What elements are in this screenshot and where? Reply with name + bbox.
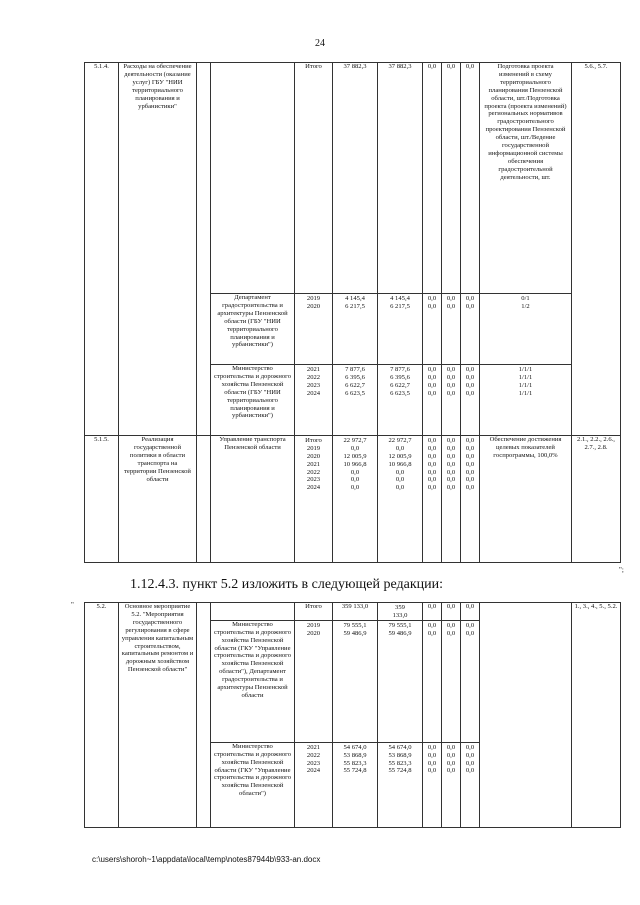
cell-line: 4 145,4 [390,295,410,302]
value-cell: 0,0 [423,603,442,621]
value-cell [423,365,442,436]
cell-line: 55 724,8 [388,767,412,775]
cell-line: 10 966,8 [388,460,412,468]
indicator-cell [480,603,572,828]
cell-line: 0,0 [465,389,475,397]
cell-line: 0,0 [350,484,360,492]
value-cell [442,294,461,365]
value-cell: 0,0 [461,63,480,294]
cell-line: 0,0 [465,373,475,381]
cell-line: 0,0 [395,476,405,484]
executor-cell: Департамент градостроительства и архитектуры Пензенской области (ГБУ "НИИ территориального планирования и урбанистики") [211,294,295,365]
links-cell: 5.6., 5.7. [572,63,621,436]
value-cell [333,742,378,827]
cell-line: 0,0 [395,444,405,452]
cell-line: 7 877,6 [345,366,365,373]
cell-line: 0,0 [446,444,456,452]
cell-line: 0,0 [465,381,475,389]
cell-line: 0,0 [465,621,475,629]
empty-cell [197,63,211,436]
cell-line: 0,0 [427,751,437,759]
value-cell [378,620,423,742]
cell-line: 0,0 [427,452,437,460]
value-cell [461,436,480,563]
year-cell [295,742,333,827]
cell-line: 6 623,5 [345,389,365,397]
cell-line: 2023 [306,381,321,389]
cell-line: 0,0 [446,389,456,397]
indicator-cell: Обеспечение достижения целевых показателей госпрограммы, 100,0% [480,436,572,563]
value-cell [423,436,442,563]
cell-line: 6 217,5 [390,302,410,310]
cell-line: 0,0 [427,621,437,629]
value-cell: 0,0 [423,63,442,294]
cell-line: 359 [395,604,405,611]
cell-line: 2023 [306,476,321,484]
cell-line: 0,0 [446,460,456,468]
page-number: 24 [315,38,325,49]
cell-line: 0,0 [427,295,437,302]
cell-line: 7 877,6 [390,366,410,373]
value-cell [378,742,423,827]
cell-line: 2024 [306,484,321,492]
links-cell: 1., 3., 4., 5., 5.2. [572,603,621,828]
cell-line: 1/1/1 [518,366,533,373]
measure-name: Реализация государственной политики в области транспорта на территории Пензенской области [119,436,197,563]
measure-name: Основное мероприятие 5.2. "Мероприятия государственного регулирования в сфере управления капитальным строительством, капитальным ремонтом и дорожным хозяйством Пензенской области" [119,603,197,828]
row-number: 5.2. [85,603,119,828]
cell-line: 79 555,1 [343,621,367,629]
cell-line: 2023 [306,759,321,767]
value-cell: 37 882,3 [378,63,423,294]
cell-line: 0,0 [446,629,456,637]
cell-line: 2020 [306,452,321,460]
cell-line: 53 868,9 [343,751,367,759]
cell-line: 1/1/1 [518,381,533,389]
cell-line: 0,0 [446,743,456,751]
cell-line: 2019 [306,295,321,302]
cell-line: 12 005,9 [343,452,367,460]
cell-line: 55 823,3 [343,759,367,767]
cell-line: 0,0 [465,751,475,759]
executor-cell: Министерство строительства и дорожного хозяйства Пензенской области (ГКУ "Управление строительства и дорожного хозяйства Пензенской области") [211,742,295,827]
year-cell [295,294,333,365]
value-cell [442,365,461,436]
value-cell: 0,0 [442,603,461,621]
cell-line: 1/1/1 [518,389,533,397]
cell-line: 0,0 [427,437,437,444]
value-cell [378,294,423,365]
table-row [85,63,621,294]
cell-line: 0,0 [427,468,437,476]
cell-line: 0,0 [465,302,475,310]
cell-line: 2020 [306,302,321,310]
cell-line: 55 724,8 [343,767,367,775]
cell-line: 0,0 [395,468,405,476]
cell-line: 0,0 [350,476,360,484]
cell-line: 1/1/1 [518,373,533,381]
cell-line: 79 555,1 [388,621,412,629]
value-cell [442,742,461,827]
cell-line: 10 966,8 [343,460,367,468]
cell-line: 0,0 [446,452,456,460]
value-cell [461,620,480,742]
cell-line: 2021 [306,460,321,468]
target-cell [480,294,572,365]
cell-line: 1/2 [521,302,530,310]
table-row [85,603,621,621]
cell-line: 0/1 [521,295,530,302]
cell-line: 0,0 [465,460,475,468]
cell-line: Итого [305,437,322,444]
cell-line: 6 395,6 [345,373,365,381]
empty-cell [197,603,211,828]
cell-line: 0,0 [446,468,456,476]
file-path-footer: c:\users\shoroh~1\appdata\local\temp\notes87944b\933-an.docx [92,855,321,864]
cell-line: 22 972,7 [388,437,412,444]
cell-line: 0,0 [446,381,456,389]
cell-line: 2020 [306,629,321,637]
executor-cell: Министерство строительства и дорожного хозяйства Пензенской области (ГБУ "НИИ территориального планирования и урбанистики") [211,365,295,436]
year-cell: Итого [295,63,333,294]
year-cell: Итого [295,603,333,621]
value-cell [461,365,480,436]
cell-line: 0,0 [427,629,437,637]
empty-cell [197,436,211,563]
value-cell [423,742,442,827]
cell-line: 0,0 [465,743,475,751]
cell-line: 0,0 [446,767,456,775]
cell-line: 2019 [306,621,321,629]
cell-line: 6 622,7 [345,381,365,389]
value-cell [378,365,423,436]
cell-line: 0,0 [446,373,456,381]
cell-line: 0,0 [465,295,475,302]
empty-cell [211,603,295,621]
cell-line: 0,0 [427,484,437,492]
cell-line: 6 622,7 [390,381,410,389]
cell-line: 0,0 [350,468,360,476]
cell-line: 0,0 [446,751,456,759]
value-cell [378,603,423,621]
cell-line: 0,0 [446,437,456,444]
cell-line: 0,0 [465,476,475,484]
cell-line: 6 217,5 [345,302,365,310]
cell-line: 6 395,6 [390,373,410,381]
target-cell [480,365,572,436]
cell-line: 0,0 [465,444,475,452]
cell-line: 54 674,0 [388,743,412,751]
indicator-cell: Подготовка проекта изменений в схему территориального планирования Пензенской области, шт./Подготовка проекта (проекта изменений) региональных нормативов градостроительного проектирования Пензенской области, шт./Ведение государственной информационной системы обеспечения градостроительной деятельности, шт. [480,63,572,294]
executor-cell: Управление транспорта Пензенской области [211,436,295,563]
row-number: 5.1.5. [85,436,119,563]
value-cell: 359 133,0 [333,603,378,621]
cell-line: 0,0 [427,743,437,751]
value-cell [333,365,378,436]
cell-line: 55 823,3 [388,759,412,767]
cell-line: 0,0 [427,389,437,397]
cell-line: 0,0 [465,484,475,492]
value-cell [423,620,442,742]
cell-line: 4 145,4 [345,295,365,302]
cell-line: 59 486,9 [388,629,412,637]
cell-line: 2021 [306,743,321,751]
cell-line: 2021 [306,366,321,373]
year-cell [295,365,333,436]
cell-line: 59 486,9 [343,629,367,637]
cell-line: 54 674,0 [343,743,367,751]
cell-line: 0,0 [446,621,456,629]
empty-cell [211,63,295,294]
cell-line: 0,0 [427,444,437,452]
cell-line: 0,0 [446,302,456,310]
cell-line: 0,0 [427,759,437,767]
cell-line: 2022 [306,468,321,476]
cell-line: 0,0 [395,484,405,492]
cell-line: 0,0 [465,366,475,373]
links-cell: 2.1., 2.2., 2.6., 2.7., 2.8. [572,436,621,563]
value-cell [333,620,378,742]
cell-line: 0,0 [427,373,437,381]
row-number: 5.1.4. [85,63,119,436]
cell-line: 0,0 [350,444,360,452]
cell-line: 0,0 [427,302,437,310]
cell-line: 0,0 [427,476,437,484]
value-cell [442,436,461,563]
cell-line: 0,0 [446,295,456,302]
cell-line: 0,0 [446,484,456,492]
value-cell: 0,0 [442,63,461,294]
cell-line: 133,0 [392,611,408,619]
value-cell [378,436,423,563]
value-cell: 37 882,3 [333,63,378,294]
cell-line: 0,0 [465,767,475,775]
year-cell [295,620,333,742]
executor-cell: Министерство строительства и дорожного хозяйства Пензенской области (ГКУ "Управление строительства и дорожного хозяйства Пензенской области"), Департамент градостроительства и архитектуры Пензенской области [211,620,295,742]
cell-line: 0,0 [427,366,437,373]
cell-line: 0,0 [427,767,437,775]
program-table-part1 [84,62,621,563]
cell-line: 0,0 [465,629,475,637]
value-cell [333,436,378,563]
value-cell [461,742,480,827]
cell-line: 0,0 [465,468,475,476]
table-row [85,436,621,563]
cell-line: 0,0 [465,437,475,444]
cell-line: 0,0 [446,759,456,767]
year-cell [295,436,333,563]
cell-line: 0,0 [446,366,456,373]
value-cell [423,294,442,365]
cell-line: 0,0 [427,460,437,468]
cell-line: 2024 [306,767,321,775]
value-cell [461,294,480,365]
cell-line: 53 868,9 [388,751,412,759]
cell-line: 0,0 [427,381,437,389]
cell-line: 0,0 [446,476,456,484]
cell-line: 2019 [306,444,321,452]
cell-line: 12 005,9 [388,452,412,460]
section-heading: 1.12.4.3. пункт 5.2 изложить в следующей редакции: [130,577,443,592]
cell-line: 2022 [306,373,321,381]
value-cell [333,294,378,365]
cell-line: 2022 [306,751,321,759]
measure-name: Расходы на обеспечение деятельности (оказание услуг) ГБУ "НИИ территориального планирования и урбанистики" [119,63,197,436]
closing-quote: "; [619,566,624,574]
cell-line: 22 972,7 [343,437,367,444]
cell-line: 0,0 [465,759,475,767]
value-cell: 0,0 [461,603,480,621]
cell-line: 6 623,5 [390,389,410,397]
program-table-part2 [84,602,621,828]
value-cell [442,620,461,742]
cell-line: 0,0 [465,452,475,460]
opening-quote: " [71,601,74,609]
cell-line: 2024 [306,389,321,397]
